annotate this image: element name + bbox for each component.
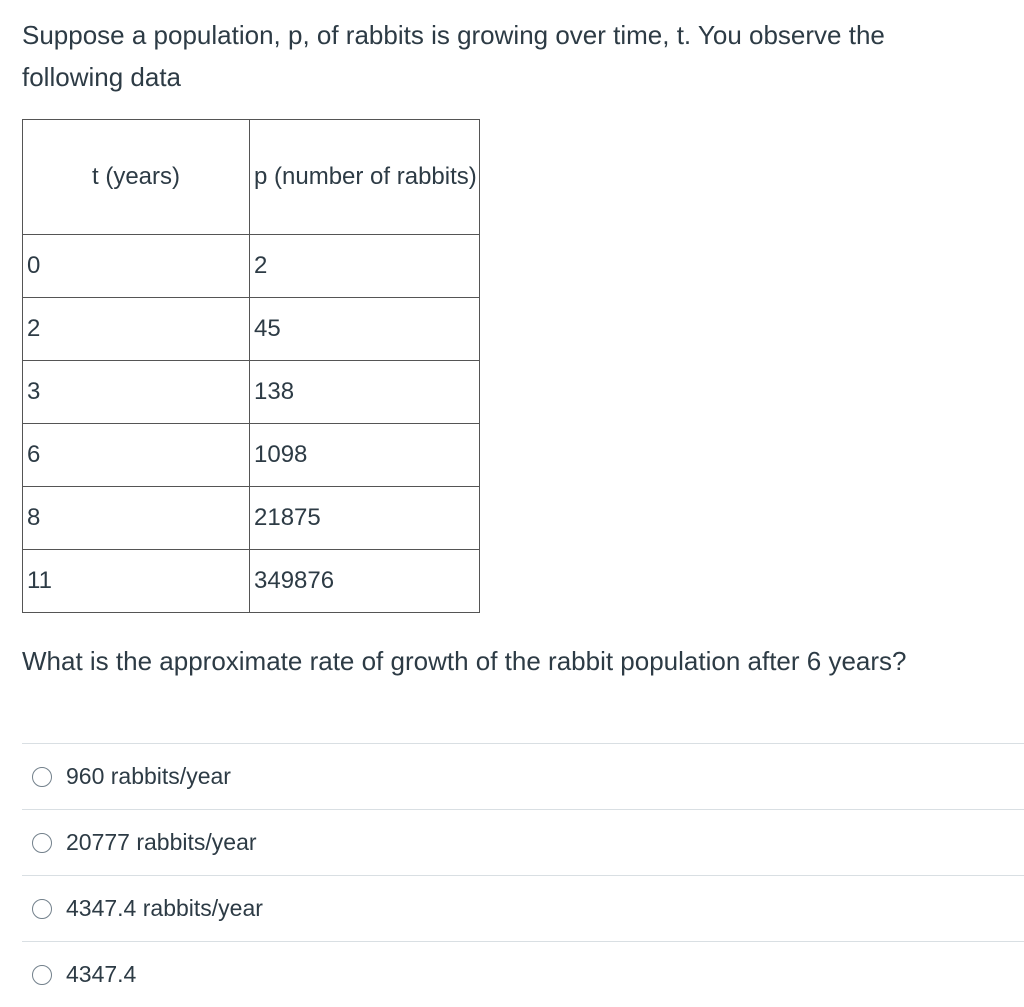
cell-p: 45 xyxy=(250,298,480,361)
table-row xyxy=(23,298,480,361)
table-row xyxy=(23,487,480,550)
table-row xyxy=(23,361,480,424)
cell-t: 6 xyxy=(23,424,250,487)
cell-t: 8 xyxy=(23,487,250,550)
question-intro: Suppose a population, p, of rabbits is growing over time, t. You observe the following data xyxy=(22,20,885,92)
answer-option-2[interactable] xyxy=(22,809,1024,875)
radio-button[interactable] xyxy=(32,899,52,919)
cell-p: 1098 xyxy=(250,424,480,487)
table-row xyxy=(23,235,480,298)
cell-t: 0 xyxy=(23,235,250,298)
radio-button[interactable] xyxy=(32,833,52,853)
answer-label[interactable]: 4347.4 xyxy=(66,961,137,987)
header-p: p (number of rabbits) xyxy=(250,120,480,235)
table-row xyxy=(23,424,480,487)
radio-button[interactable] xyxy=(32,767,52,787)
answer-label[interactable]: 20777 rabbits/year xyxy=(66,829,257,855)
cell-t: 2 xyxy=(23,298,250,361)
cell-p: 138 xyxy=(250,361,480,424)
data-table xyxy=(22,119,480,613)
answer-list xyxy=(22,743,1024,1007)
answer-label[interactable]: 960 rabbits/year xyxy=(66,763,231,789)
question-prompt: What is the approximate rate of growth of the rabbit population after 6 years? xyxy=(22,646,907,676)
header-t: t (years) xyxy=(23,120,250,235)
radio-button[interactable] xyxy=(32,965,52,985)
cell-t: 11 xyxy=(23,550,250,613)
cell-t: 3 xyxy=(23,361,250,424)
answer-label[interactable]: 4347.4 rabbits/year xyxy=(66,895,263,921)
answer-option-1[interactable] xyxy=(22,743,1024,809)
cell-p: 2 xyxy=(250,235,480,298)
answer-option-3[interactable] xyxy=(22,875,1024,941)
cell-p: 349876 xyxy=(250,550,480,613)
cell-p: 21875 xyxy=(250,487,480,550)
table-header-row xyxy=(23,120,480,235)
table-row xyxy=(23,550,480,613)
answer-option-4[interactable] xyxy=(22,941,1024,1007)
